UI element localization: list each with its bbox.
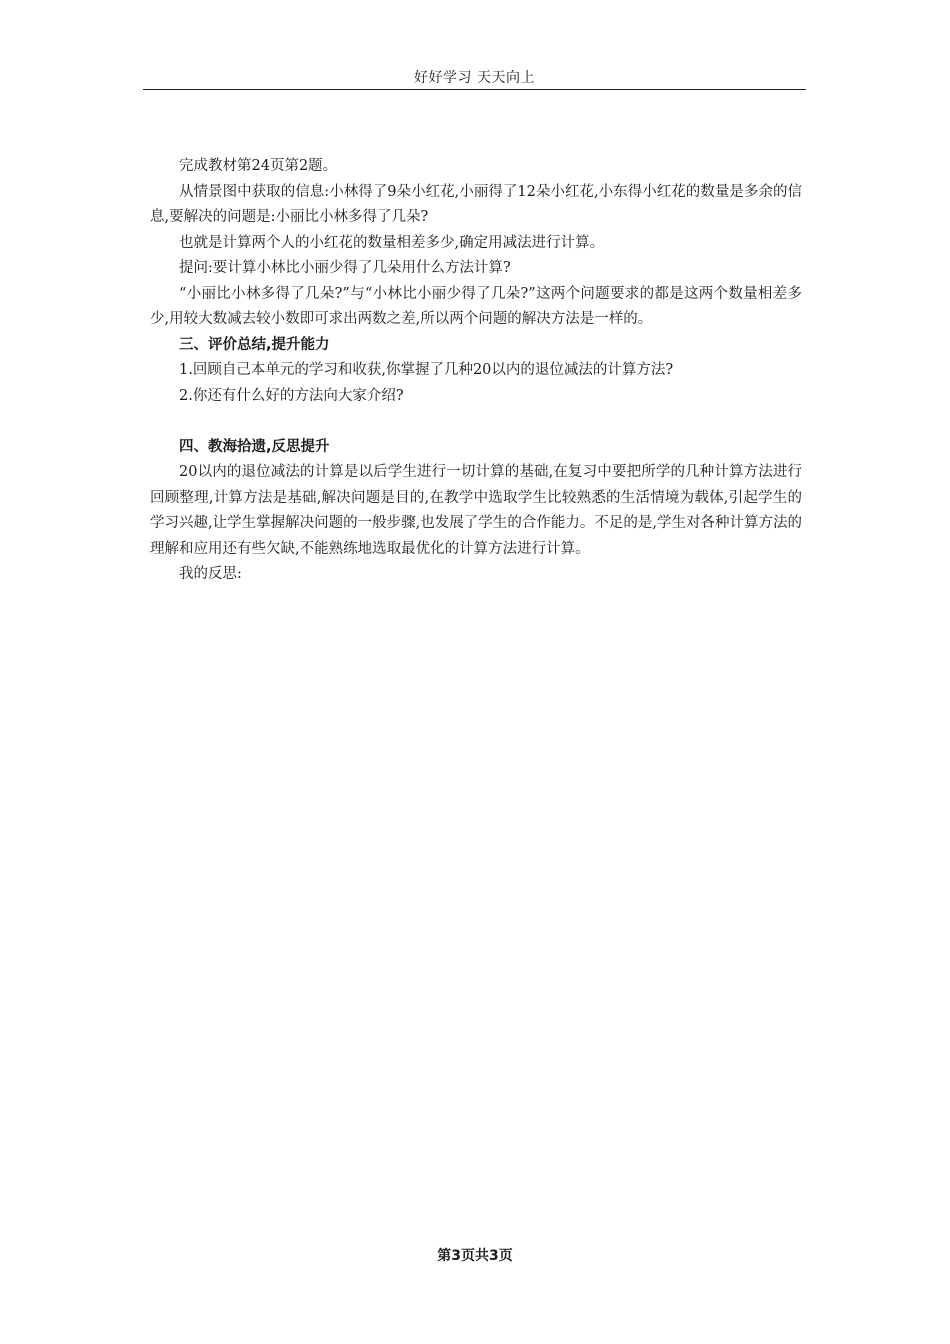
paragraph-reflection: 20以内的退位减法的计算是以后学生进行一切计算的基础,在复习中要把所学的几种计算方法进行回顾整理,计算方法是基础,解决问题是目的,在教学中选取学生比较熟悉的生活情境为载体,引起学生的学习兴趣,让学生掌握解决问题的一般步骤,也发展了学生的合作能力。不足的是,学生对各种计算方法的理解和应用还有些欠缺,不能熟练地选取最优化的计算方法进行计算。 (150, 464, 802, 557)
paragraph-my-reflection: 我的反思: (179, 566, 242, 582)
list-item-share: 2.你还有什么好的方法向大家介绍? (179, 387, 404, 404)
section-heading-reflection: 四、教海拾遗,反思提升 (179, 438, 330, 455)
header-rule (143, 89, 806, 90)
paragraph-gap (150, 409, 802, 435)
page-header: 好好学习 天天向上 (414, 70, 535, 86)
paragraph-scene-info: 从情景图中获取的信息:小林得了9朵小红花,小丽得了12朵小红花,小东得小红花的数量是多余的信息,要解决的问题是:小丽比小林多得了几朵? (150, 183, 802, 225)
paragraph-subtraction-reason: 也就是计算两个人的小红花的数量相差多少,确定用减法进行计算。 (179, 234, 605, 251)
section-heading-evaluation: 三、评价总结,提升能力 (179, 336, 330, 353)
list-item-review: 1.回顾自己本单元的学习和收获,你掌握了几种20以内的退位减法的计算方法? (179, 362, 674, 378)
paragraph-comparison: “小丽比小林多得了几朵?”与“小林比小丽少得了几朵?”这两个问题要求的都是这两个数量相差多少,用较大数减去较小数即可求出两数之差,所以两个问题的解决方法是一样的。 (150, 285, 802, 327)
paragraph-textbook-task: 完成教材第24页第2题。 (179, 158, 338, 174)
page-footer: 第3页共3页 (437, 1248, 513, 1264)
document-body (150, 154, 802, 588)
paragraph-question: 提问:要计算小林比小丽少得了几朵用什么方法计算? (179, 260, 511, 276)
